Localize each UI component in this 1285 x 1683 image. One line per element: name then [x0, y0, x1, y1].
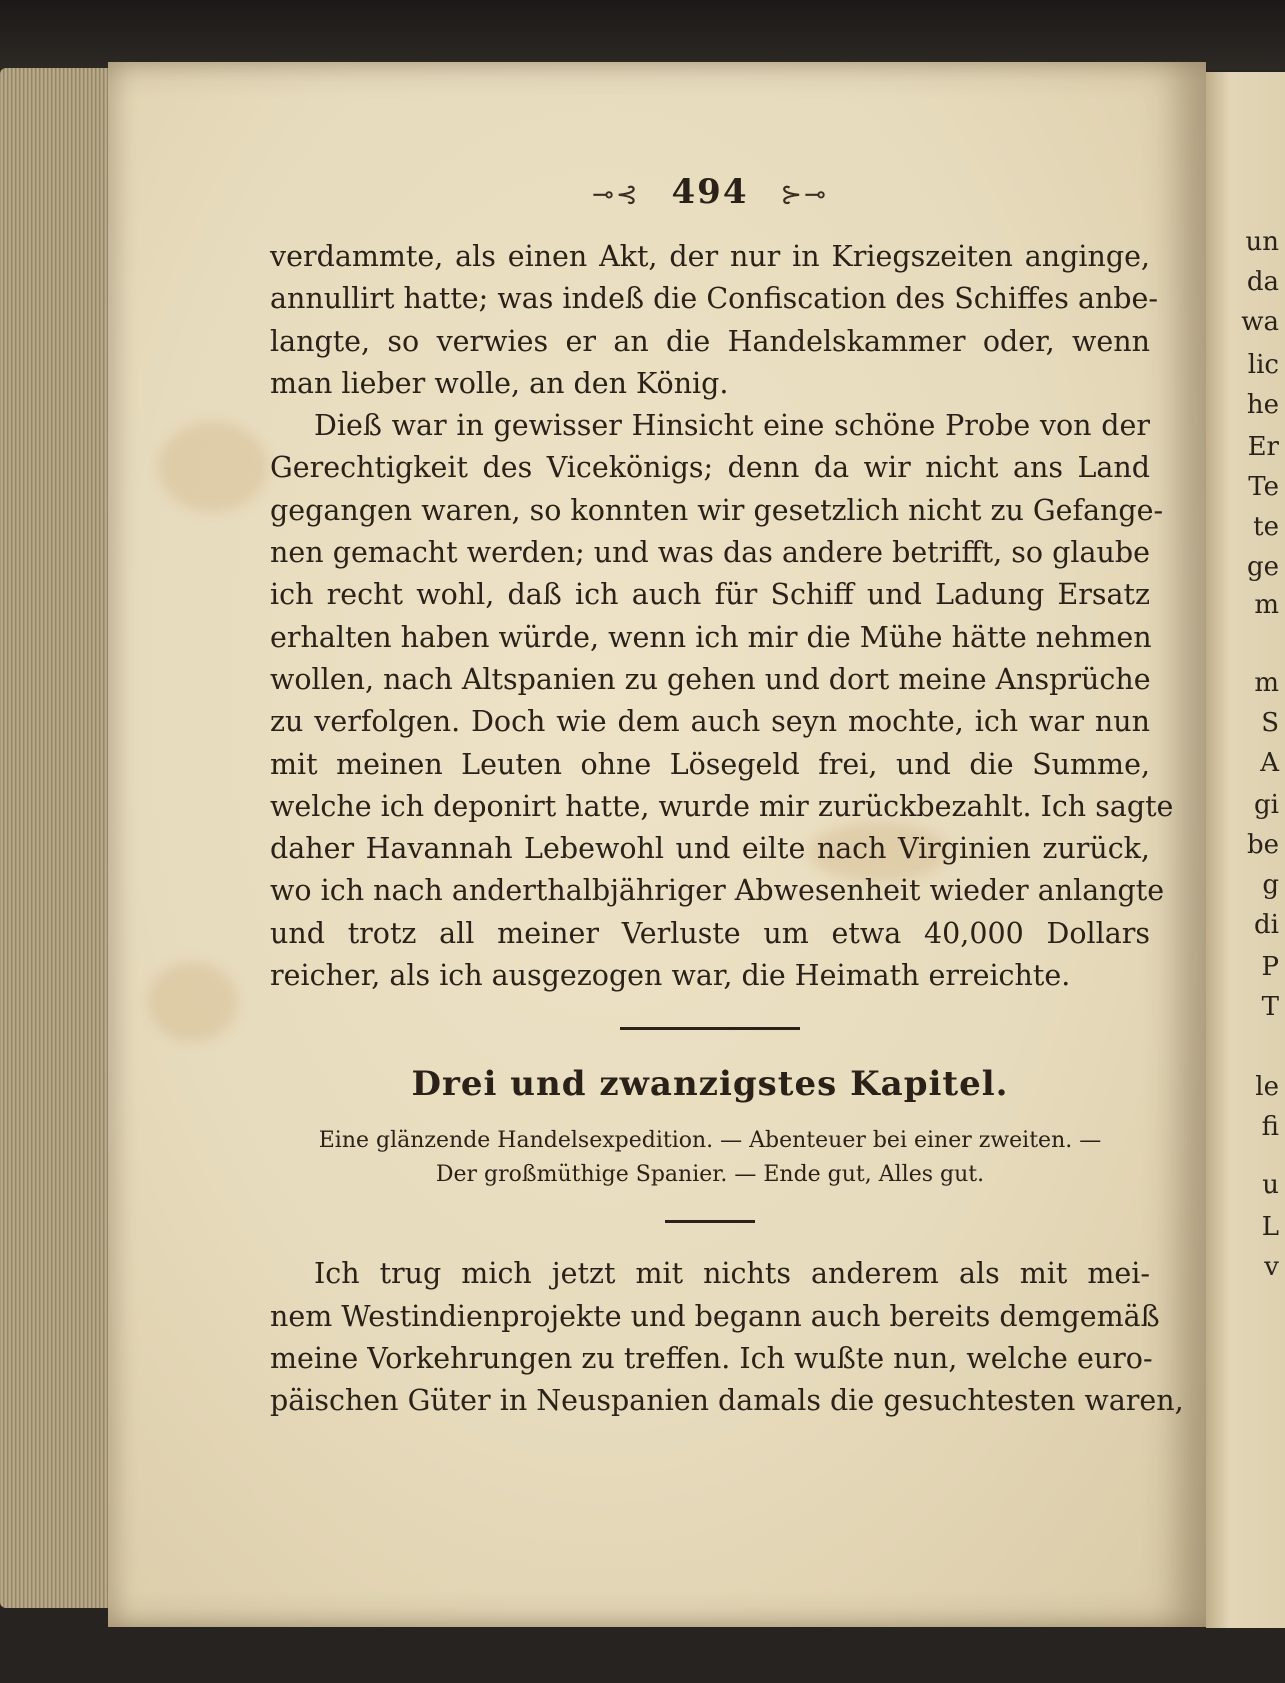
page-stain [158, 422, 268, 512]
facing-page-text: S [1261, 708, 1279, 738]
text-line: daher Havannah Lebewohl und eilte nach Virginien zurück, [270, 832, 1150, 866]
chapter-title: Drei und zwanzigstes Kapitel. [411, 1064, 1009, 1105]
facing-page-text: u [1262, 1170, 1279, 1200]
text-line: Gerechtigkeit des Vicekönigs; denn da wir nicht ans Land [270, 451, 1150, 485]
summary-line: Eine glänzende Handelsexpedition. — Abenteuer bei einer zweiten. — [318, 1128, 1102, 1154]
paragraph-1 [270, 236, 1159, 405]
facing-page-text: wa [1241, 307, 1279, 337]
ornament-left-icon: ⊸⊰ [592, 180, 640, 210]
facing-page-text: be [1246, 830, 1279, 860]
facing-page-text: he [1246, 390, 1279, 420]
facing-page-text: T [1261, 992, 1279, 1022]
text-line: erhalten haben würde, wenn ich mir die Mühe hätte nehmen [270, 620, 1152, 654]
text-line: wo ich nach anderthalbjähriger Abwesenheit wieder anlangte [270, 874, 1165, 908]
text-line: nen gemacht werden; und was das andere betrifft, so glaube [270, 536, 1150, 570]
text-line: nem Westindienprojekte und begann auch bereits demgemäß [270, 1299, 1160, 1333]
paragraph-3 [270, 1253, 1184, 1422]
text-line: wollen, nach Altspanien zu gehen und dort meine Ansprüche [270, 662, 1151, 696]
text-line: Ich trug mich jetzt mit nichts anderem als mit mei- [314, 1257, 1150, 1291]
facing-page-text: m [1254, 590, 1279, 620]
facing-page-text: L [1261, 1212, 1279, 1242]
text-line: langte, so verwies er an die Handelskammer oder, wenn [270, 324, 1150, 358]
text-line: verdammte, als einen Akt, der nur in Kriegszeiten anginge, [270, 240, 1150, 273]
summary-line: Der großmüthige Spanier. — Ende gut, Alles gut. [435, 1162, 985, 1188]
page-content [270, 170, 1184, 1423]
facing-page-text: v [1264, 1252, 1279, 1282]
page-stain [148, 962, 238, 1042]
chapter-summary [270, 1124, 1150, 1192]
facing-page-text: m [1254, 668, 1279, 698]
text-line: zu verfolgen. Doch wie dem auch seyn mochte, ich war nun [270, 705, 1150, 739]
facing-page-text: Er [1247, 432, 1279, 462]
paragraph-2 [270, 405, 1174, 997]
facing-page-text: da [1246, 267, 1279, 297]
facing-page-fragment [1206, 72, 1285, 1628]
text-line: man lieber wolle, an den König. [270, 366, 729, 400]
facing-page-text: di [1254, 910, 1279, 940]
text-line: meine Vorkehrungen zu treffen. Ich wußte nun, welche euro- [270, 1341, 1153, 1375]
facing-page-text: fi [1261, 1112, 1279, 1142]
text-line: gegangen waren, so konnten wir gesetzlich nicht zu Gefange- [270, 493, 1164, 527]
text-line: Dieß war in gewisser Hinsicht eine schöne Probe von der [314, 409, 1150, 443]
facing-page-text: lic [1247, 350, 1279, 380]
section-divider [665, 1220, 755, 1223]
facing-page-text: Te [1248, 472, 1279, 502]
text-line: und trotz all meiner Verluste um etwa 40,000 Dollars [270, 916, 1150, 950]
facing-page-text: gi [1254, 790, 1279, 820]
text-line: mit meinen Leuten ohne Lösegeld frei, und die Summe, [270, 747, 1150, 781]
text-line: päischen Güter in Neuspanien damals die gesuchtesten waren, [270, 1384, 1184, 1418]
facing-page-text: A [1260, 748, 1279, 778]
facing-page-text: un [1245, 227, 1279, 257]
page-number: 494 [671, 172, 749, 212]
page-edges [0, 68, 112, 1608]
text-line: welche ich deponirt hatte, wurde mir zurückbezahlt. Ich sagte [270, 789, 1174, 823]
page-header [270, 170, 1150, 214]
text-line: annullirt hatte; was indeß die Confiscation des Schiffes anbe- [270, 282, 1159, 316]
facing-page-text: le [1255, 1072, 1279, 1102]
facing-page-text: ge [1246, 552, 1279, 582]
book-cover-top [0, 0, 1285, 70]
section-divider [620, 1027, 800, 1030]
facing-page-text: P [1261, 952, 1279, 982]
facing-page-text: te [1253, 512, 1279, 542]
facing-page-text: g [1262, 870, 1279, 900]
text-line: ich recht wohl, daß ich auch für Schiff und Ladung Ersatz [270, 578, 1150, 612]
ornament-right-icon: ⊱⊸ [780, 180, 828, 210]
text-line: reicher, als ich ausgezogen war, die Heimath erreichte. [270, 959, 1071, 993]
